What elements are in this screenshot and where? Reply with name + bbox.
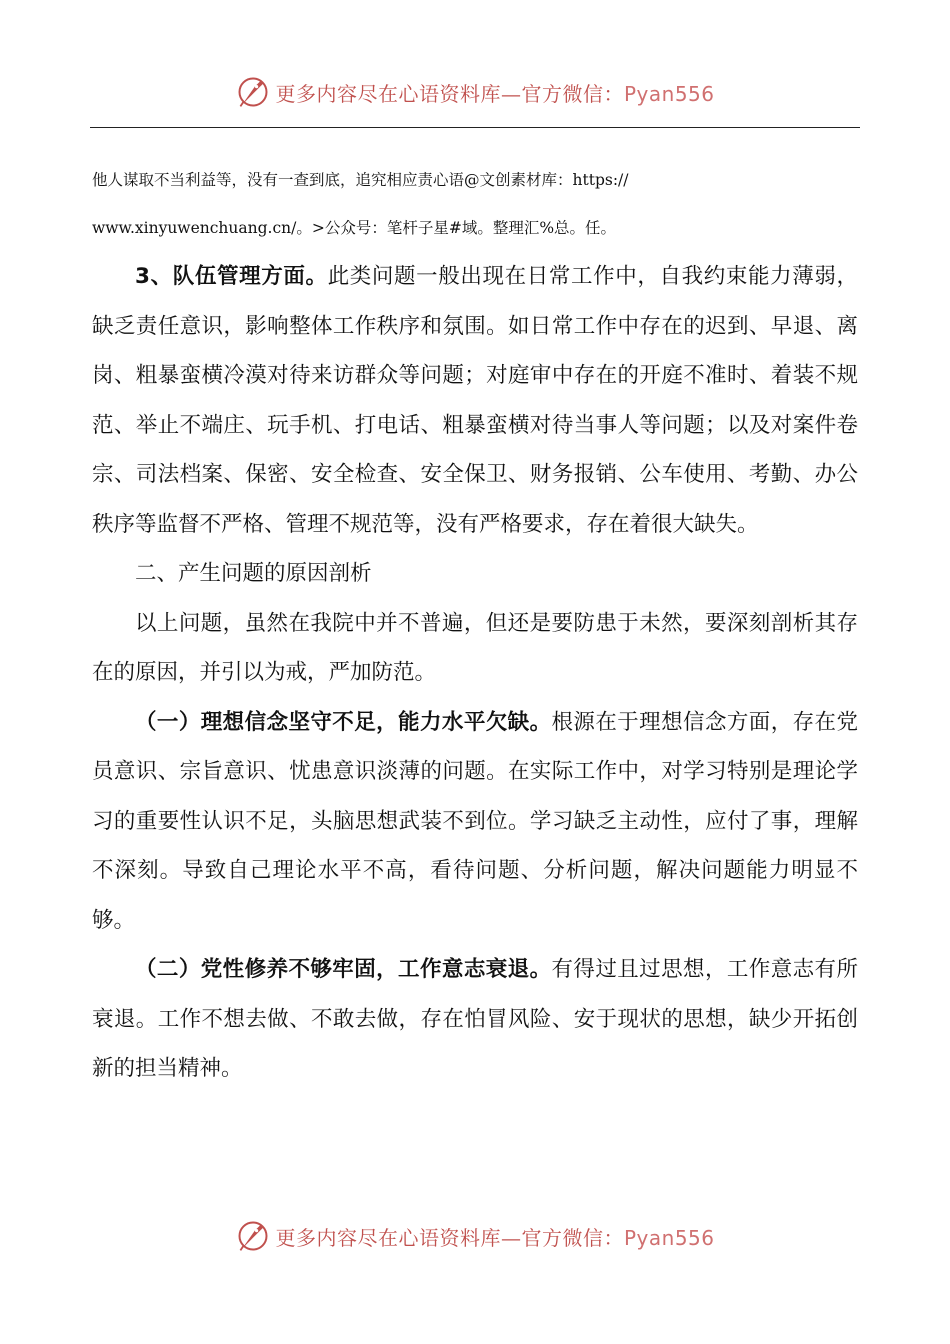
header-banner (0, 70, 950, 114)
paragraph-cause-1 (92, 698, 858, 946)
banner-wechat-id: Pyan556 (623, 1225, 715, 1250)
banner-text (275, 78, 714, 107)
paragraph-text: 根源在于理想信念方面，存在党员意识、宗旨意识、忧患意识淡薄的问题。在实际工作中，对学习特别是理论学习的重要性认识不足，头脑思想武装不到位。学习缺乏主动性，应付了事，理解不深刻。导致自己理论水平不高，看待问题、分析问题，解决问题能力明显不够。 (92, 709, 858, 933)
banner-text (275, 1222, 714, 1251)
section-heading-causes: 二、产生问题的原因剖析 (135, 561, 372, 586)
paragraph-intro-causes: 以上问题，虽然在我院中并不普遍，但还是要防患于未然，要深刻剖析其存在的原因，并引以为戒，严加防范。 (92, 610, 858, 685)
banner-wechat-label: 官方微信： (521, 81, 624, 106)
banner-main-text: 更多内容尽在心语资料库 (275, 1225, 501, 1250)
paragraph-text: 有得过且过思想，工作意志有所衰退。工作不想去做、不敢去做，存在怕冒风险、安于现状的思想，缺少开拓创新的担当精神。 (92, 957, 858, 1081)
paragraph-lead: （一）理想信念坚守不足，能力水平欠缺。 (135, 709, 552, 735)
header-divider (90, 127, 860, 128)
footer-banner (0, 1214, 950, 1258)
paragraph-cause-2 (92, 945, 858, 1094)
document-body (92, 252, 858, 1094)
banner-wechat-id: Pyan556 (623, 81, 715, 106)
banner-wechat-label: 官方微信： (521, 1225, 624, 1250)
intro-line-1: 他人谋取不当利益等，没有一查到底，追究相应责心语@文创素材库：https:// (92, 171, 629, 189)
paragraph-text: 此类问题一般出现在日常工作中，自我约束能力薄弱，缺乏责任意识，影响整体工作秩序和氛围。如日常工作中存在的迟到、早退、离岗、粗暴蛮横冷漠对待来访群众等问题；对庭审中存在的开庭不准时、着装不规范、举止不端庄、玩手机、打电话、粗暴蛮横对待当事人等问题；以及对案件卷宗、司法档案、保密、安全检查、安全保卫、财务报销、公车使用、考勤、办公秩序等监督不严格、管理不规范等，没有严格要求，存在着很大缺失。 (92, 264, 858, 537)
paragraph-team-management (92, 252, 858, 549)
banner-main-text: 更多内容尽在心语资料库 (275, 81, 501, 106)
banner-separator: — (500, 81, 522, 106)
pen-nib-circle-icon (235, 74, 271, 110)
paragraph-lead: （二）党性修养不够牢固，工作意志衰退。 (135, 957, 552, 982)
pen-nib-circle-icon (235, 1218, 271, 1254)
banner-separator: — (500, 1225, 522, 1250)
intro-line-2: www.xinyuwenchuang.cn/。>公众号：笔杆子星#域。整理汇%总。任。 (92, 219, 617, 237)
paragraph-lead: 3、队伍管理方面。 (135, 264, 328, 289)
